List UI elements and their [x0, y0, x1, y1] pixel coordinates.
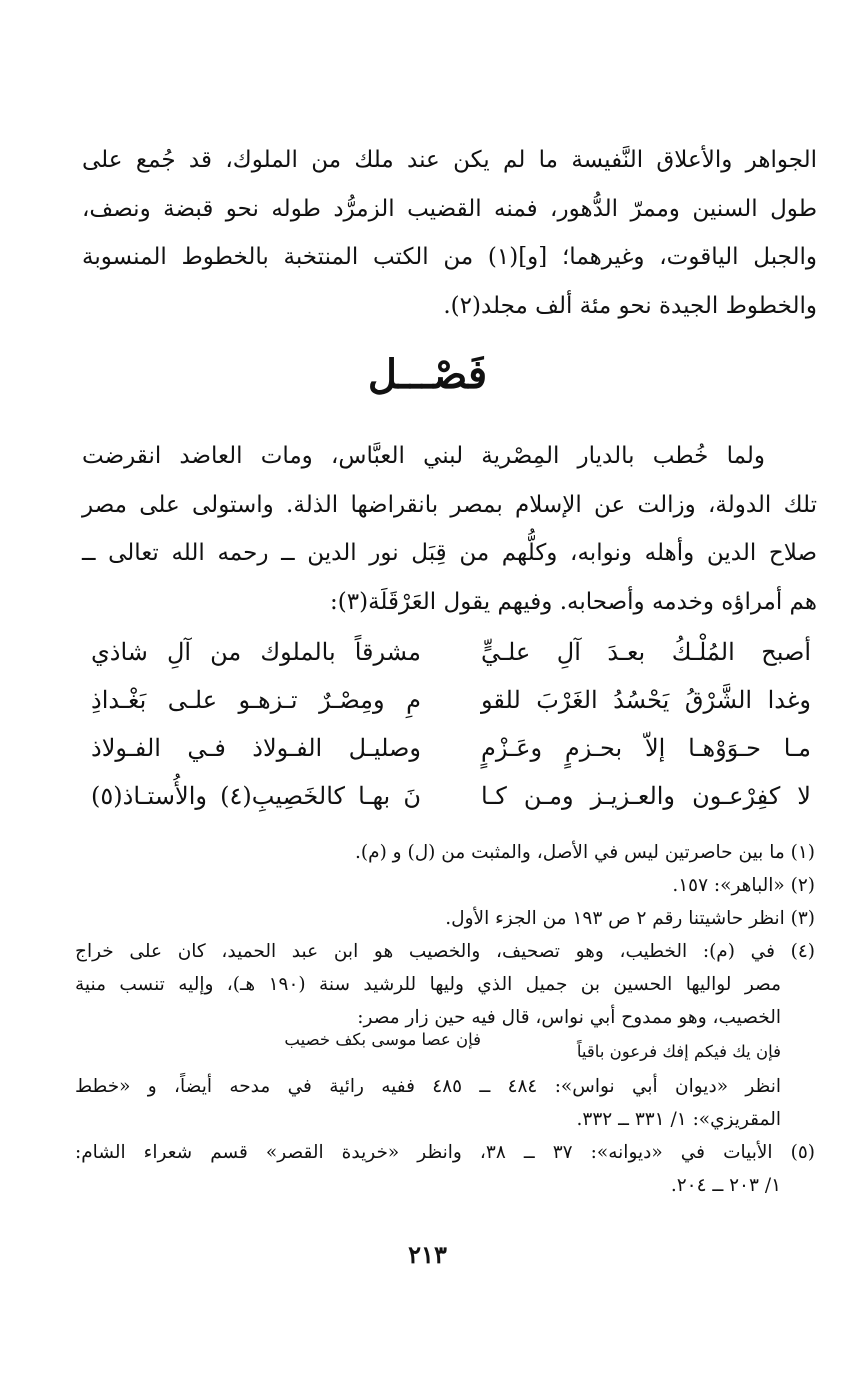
footnote-2: (٢) «الباهر»: ١٥٧. [672, 875, 815, 896]
poem-verse [91, 724, 811, 772]
footnote-4: (٤) في (م): الخطيب، وهو تصحيف، والخصيب هو ابن عبد الحميد، كان على خراج [75, 941, 815, 962]
section-heading: فَصْـــل [367, 351, 488, 398]
verse-first-hemistich: أصبح المُلْـكُ بعـدَ آلِ علـيٍّ [481, 638, 811, 666]
footnote-4-verse [75, 1030, 815, 1070]
verse-second-hemistich: نَ بهـا كالخَصِيبِ(٤) والأُستـاذ(٥) [91, 782, 422, 810]
paragraph-opening [82, 136, 817, 330]
footnote-4-continuation: انظر «ديوان أبي نواس»: ٤٨٤ ــ ٤٨٥ ففيه رائية في مدحه أيضاً، و «خطط [75, 1076, 781, 1097]
footnote-4-continuation: مصر لواليها الحسين بن جميل الذي وليها للرشيد سنة (١٩٠ هـ)، وإليه تنسب منية [75, 974, 781, 995]
verse-first-hemistich: لا كفِرْعـون والعـزيـز ومـن كـا [481, 782, 811, 810]
text-line: صلاح الدين وأهله ونوابه، وكلُّهم من قِبَل نور الدين ــ رحمه الله تعالى ــ [82, 540, 817, 566]
footnote-5-continuation: ١/ ٢٠٣ ــ ٢٠٤. [670, 1175, 781, 1196]
footnote-4-continuation: المقريزي»: ١/ ٣٣١ ــ ٣٣٢. [576, 1109, 781, 1130]
verse-first-hemistich: مـا حـوَوْهـا إلاّ بحـزمٍ وعَـزْمٍ [481, 734, 811, 762]
poem-verse [91, 676, 811, 724]
verse-first-hemistich: وغدا الشَّرْقُ يَحْسُدُ الغَرْبَ للقو [481, 686, 811, 714]
footnotes [75, 836, 815, 1202]
text-line: الجواهر والأعلاق النَّفيسة ما لم يكن عند ملك من الملوك، قد جُمع على [82, 147, 817, 173]
verse-second-hemistich: فإن عصا موسى بكف خصيب [284, 1030, 481, 1049]
text-line: تلك الدولة، وزالت عن الإسلام بمصر بانقراضها الذلة. واستولى على مصر [82, 491, 817, 518]
footnote-5: (٥) الأبيات في «ديوانه»: ٣٧ ــ ٣٨، وانظر «خريدة القصر» قسم شعراء الشام: [75, 1142, 815, 1163]
verse-second-hemistich: مشرقاً بالملوك من آلِ شاذي [91, 638, 421, 666]
poem-verse [91, 628, 811, 676]
poem-block [91, 628, 811, 820]
text-line: ولما خُطب بالديار المِصْرية لبني العبَّاس، ومات العاضد انقرضت [82, 443, 765, 469]
footnote-3: (٣) انظر حاشيتنا رقم ٢ ص ١٩٣ من الجزء الأول. [445, 908, 815, 929]
text-line: والجبل الياقوت، وغيرهما؛ [و](١) من الكتب المنتخبة بالخطوط المنسوبة [82, 244, 817, 270]
verse-first-hemistich: فإن يك فيكم إفك فرعون باقياً [576, 1042, 781, 1061]
footnote-4-continuation: الخصيب، وهو ممدوح أبي نواس، قال فيه حين زار مصر: [357, 1007, 781, 1028]
verse-second-hemistich: مِ ومِصْـرٌ تـزهـو علـى بَغْـداذِ [91, 686, 421, 714]
text-line: طول السنين وممرّ الدُّهور، فمنه القضيب الزمرُّد طوله نحو قبضة ونصف، [82, 195, 817, 222]
footnote-1: (١) ما بين حاصرتين ليس في الأصل، والمثبت من (ل) و (م). [355, 842, 815, 863]
text-line: هم أمراؤه وخدمه وأصحابه. وفيهم يقول العَرْقَلَة(٣): [330, 588, 817, 615]
page-number: ٢١٣ [408, 1240, 447, 1269]
poem-verse [91, 772, 811, 820]
text-line: والخطوط الجيدة نحو مئة ألف مجلد(٢). [443, 292, 817, 319]
verse-second-hemistich: وصليـل الفـولاذ فـي الفـولاذ [91, 734, 421, 762]
paragraph-section [82, 432, 817, 626]
